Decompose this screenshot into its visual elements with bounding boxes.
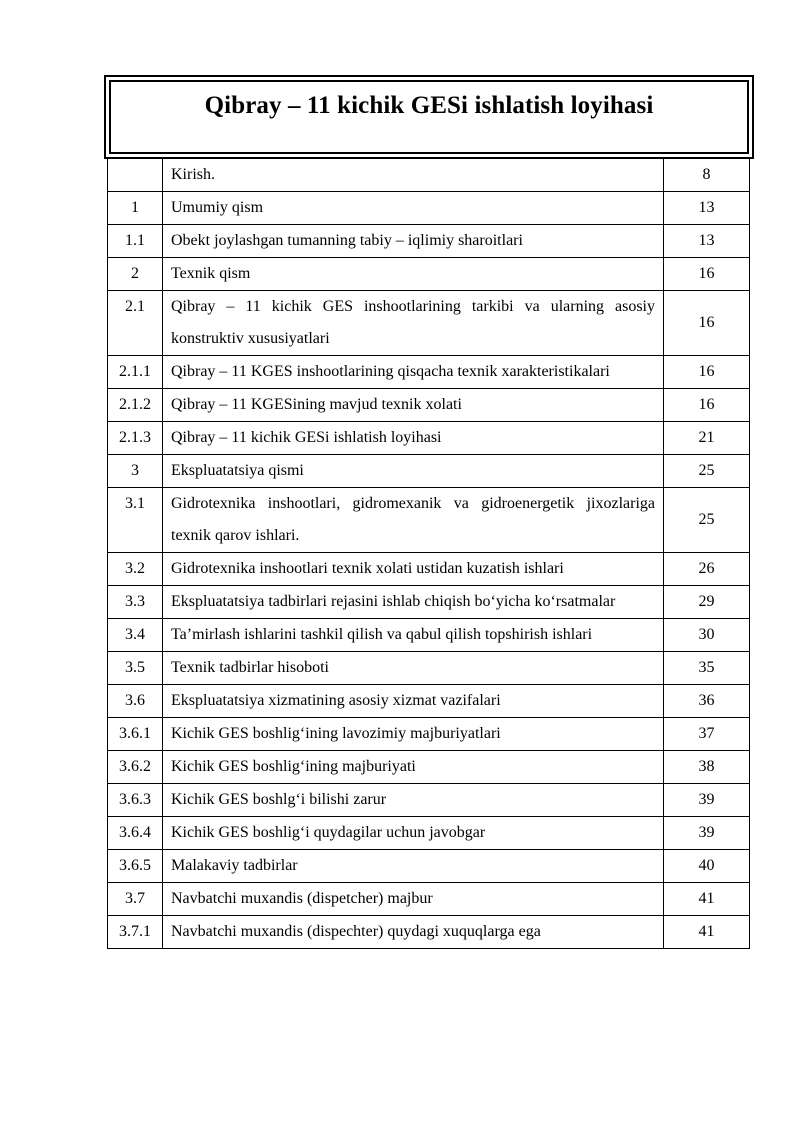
toc-section-title: Gidrotexnika inshootlari texnik xolati ustidan kuzatish ishlari — [163, 553, 664, 586]
toc-section-number: 3.6.1 — [108, 718, 163, 751]
toc-row — [108, 225, 750, 258]
toc-row — [108, 455, 750, 488]
toc-section-title: Qibray – 11 kichik GESi ishlatish loyihasi — [163, 422, 664, 455]
toc-section-number: 1 — [108, 192, 163, 225]
toc-section-title: Ekspluatatsiya xizmatining asosiy xizmat vazifalari — [163, 685, 664, 718]
toc-section-title: Texnik qism — [163, 258, 664, 291]
toc-section-title: Obekt joylashgan tumanning tabiy – iqlimiy sharoitlari — [163, 225, 664, 258]
toc-page-number: 38 — [664, 751, 750, 784]
toc-row — [108, 916, 750, 949]
toc-section-number: 2.1.2 — [108, 389, 163, 422]
toc-page-number: 13 — [664, 225, 750, 258]
toc-section-title: Navbatchi muxandis (dispetcher) majbur — [163, 883, 664, 916]
toc-section-title: Texnik tadbirlar hisoboti — [163, 652, 664, 685]
toc-row — [108, 192, 750, 225]
toc-section-title: Ekspluatatsiya tadbirlari rejasini ishlab chiqish bo‘yicha ko‘rsatmalar — [163, 586, 664, 619]
toc-section-number: 3.2 — [108, 553, 163, 586]
toc-page-number: 13 — [664, 192, 750, 225]
toc-row — [108, 586, 750, 619]
toc-section-number: 2.1.3 — [108, 422, 163, 455]
toc-row — [108, 389, 750, 422]
toc-row — [108, 258, 750, 291]
toc-section-title: Kichik GES boshlig‘ining lavozimiy majburiyatlari — [163, 718, 664, 751]
toc-row — [108, 553, 750, 586]
toc-page-number: 39 — [664, 817, 750, 850]
toc-row — [108, 784, 750, 817]
toc-page-number: 40 — [664, 850, 750, 883]
toc-page-number: 37 — [664, 718, 750, 751]
table-of-contents — [107, 158, 750, 949]
toc-page-number: 16 — [664, 389, 750, 422]
toc-section-number: 3.6.3 — [108, 784, 163, 817]
toc-page-number: 26 — [664, 553, 750, 586]
toc-section-title: Kichik GES boshlig‘ining majburiyati — [163, 751, 664, 784]
toc-page-number: 41 — [664, 916, 750, 949]
toc-section-number: 3.3 — [108, 586, 163, 619]
toc-section-number: 3.6.5 — [108, 850, 163, 883]
toc-page-number: 8 — [664, 159, 750, 192]
toc-section-title: Kichik GES boshlig‘i quydagilar uchun javobgar — [163, 817, 664, 850]
toc-page-number: 16 — [664, 258, 750, 291]
toc-row — [108, 685, 750, 718]
toc-section-number: 3.1 — [108, 488, 163, 553]
toc-page-number: 29 — [664, 586, 750, 619]
toc-row — [108, 850, 750, 883]
toc-page-number: 16 — [664, 291, 750, 356]
toc-section-title: Malakaviy tadbirlar — [163, 850, 664, 883]
toc-page-number: 25 — [664, 455, 750, 488]
toc-section-number: 3 — [108, 455, 163, 488]
toc-page-number: 16 — [664, 356, 750, 389]
toc-page-number: 30 — [664, 619, 750, 652]
toc-section-title: Kichik GES boshlg‘i bilishi zarur — [163, 784, 664, 817]
toc-section-number: 2 — [108, 258, 163, 291]
toc-page-number: 21 — [664, 422, 750, 455]
toc-row — [108, 356, 750, 389]
title-inner-frame — [109, 80, 749, 154]
toc-row — [108, 291, 750, 356]
toc-section-number: 1.1 — [108, 225, 163, 258]
toc-row — [108, 718, 750, 751]
toc-section-title: Ta’mirlash ishlarini tashkil qilish va qabul qilish topshirish ishlari — [163, 619, 664, 652]
toc-section-number: 3.7.1 — [108, 916, 163, 949]
toc-section-title: Kirish. — [163, 159, 664, 192]
toc-row — [108, 159, 750, 192]
toc-row — [108, 817, 750, 850]
title-box — [104, 75, 754, 159]
toc-section-title: Qibray – 11 KGESining mavjud texnik xolati — [163, 389, 664, 422]
toc-section-number: 3.5 — [108, 652, 163, 685]
toc-section-number: 3.6 — [108, 685, 163, 718]
toc-section-number: 2.1 — [108, 291, 163, 356]
toc-section-title: Umumiy qism — [163, 192, 664, 225]
toc-section-title: Gidrotexnika inshootlari, gidromexanik va gidroenergetik jixozlariga texnik qarov ishlari. — [163, 488, 664, 553]
toc-page-number: 36 — [664, 685, 750, 718]
toc-section-number: 3.4 — [108, 619, 163, 652]
toc-section-number: 3.6.2 — [108, 751, 163, 784]
toc-page-number: 35 — [664, 652, 750, 685]
toc-section-number: 2.1.1 — [108, 356, 163, 389]
toc-row — [108, 619, 750, 652]
toc-row — [108, 751, 750, 784]
toc-row — [108, 422, 750, 455]
toc-row — [108, 488, 750, 553]
toc-page-number: 39 — [664, 784, 750, 817]
toc-section-title: Navbatchi muxandis (dispechter) quydagi xuquqlarga ega — [163, 916, 664, 949]
toc-section-number — [108, 159, 163, 192]
toc-row — [108, 652, 750, 685]
document-title: Qibray – 11 kichik GESi ishlatish loyihasi — [204, 92, 654, 119]
toc-section-title: Ekspluatatsiya qismi — [163, 455, 664, 488]
toc-page-number: 25 — [664, 488, 750, 553]
toc-page-number: 41 — [664, 883, 750, 916]
toc-section-title: Qibray – 11 kichik GES inshootlarining tarkibi va ularning asosiy konstruktiv xususiyatlari — [163, 291, 664, 356]
toc-section-title: Qibray – 11 KGES inshootlarining qisqacha texnik xarakteristikalari — [163, 356, 664, 389]
toc-section-number: 3.7 — [108, 883, 163, 916]
toc-row — [108, 883, 750, 916]
toc-section-number: 3.6.4 — [108, 817, 163, 850]
